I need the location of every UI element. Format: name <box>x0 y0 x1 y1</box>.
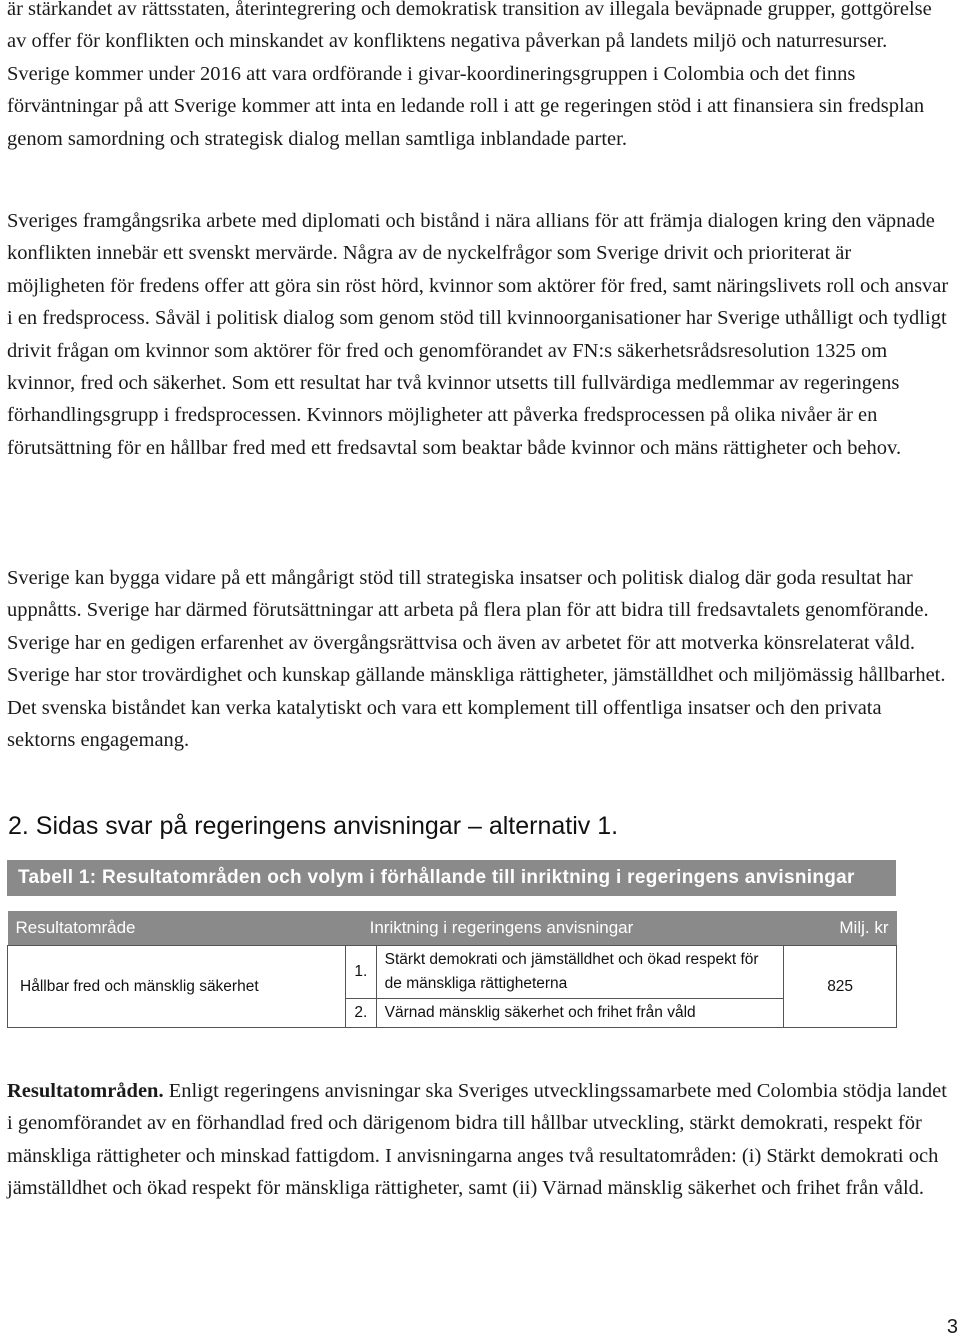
table-caption: Tabell 1: Resultatområden och volym i förhållande till inriktning i regeringens anvisningar <box>7 860 896 896</box>
header-direction: Inriktning i regeringens anvisningar <box>346 911 784 946</box>
table-row <box>8 946 897 999</box>
body-paragraph-4 <box>7 1075 947 1205</box>
header-amount: Milj. kr <box>784 911 897 946</box>
cell-item-text: Stärkt demokrati och jämställdhet och ökad respekt för de mänskliga rättigheterna <box>376 946 784 999</box>
cell-amount: 825 <box>784 946 897 1028</box>
section-heading: 2. Sidas svar på regeringens anvisningar – alternativ 1. <box>8 812 619 840</box>
header-result-area: Resultatområde <box>8 911 346 946</box>
page-number: 3 <box>946 1316 958 1338</box>
body-paragraph-2: Sveriges framgångsrika arbete med diplomati och bistånd i nära allians för att främja dialogen kring den väpnade konflikten innebär ett svenskt mervärde. Några av de nyckelfrågor som Sverige drivit och prioriterat är möjligheten för fredens offer att göra sin röst hörd, kvinnor som aktörer för fred, samt näringslivets roll och ansvar i en fredsprocess. Såväl i politisk dialog som genom stöd till kvinnoorganisationer har Sverige uthålligt och tydligt drivit frågan om kvinnor som aktörer för fred och genomförandet av FN:s säkerhetsrådsresolution 1325 om kvinnor, fred och säkerhet. Som ett resultat har två kvinnor utsetts till fullvärdiga medlemmar av regeringens förhandlingsgrupp i fredsprocessen. Kvinnors möjligheter att påverka fredsprocessen på olika nivåer är en förutsättning för en hållbar fred med ett fredsavtal som beaktar både kvinnor och mäns rättigheter och behov. <box>7 210 949 459</box>
cell-result-area: Hållbar fred och mänsklig säkerhet <box>8 946 346 1028</box>
table-header-row <box>8 911 897 946</box>
cell-item-text: Värnad mänsklig säkerhet och frihet från våld <box>376 999 784 1028</box>
body-paragraph-3: Sverige kan bygga vidare på ett mångårigt stöd till strategiska insatser och politisk dialog där goda resultat har uppnåtts. Sverige har därmed förutsättningar att arbeta på flera plan för att bidra till fredsavtalets genomförande. Sverige har en gedigen erfarenhet av övergångsrättvisa och även av arbetet för att motverka könsrelaterat våld. Sverige har stor trovärdighet och kunskap gällande mänskliga rättigheter, jämställdhet och miljömässig hållbarhet. Det svenska biståndet kan verka katalytiskt och vara ett komplement till offentliga insatser och den privata sektorns engagemang. <box>7 567 946 752</box>
paragraph-lead: Resultatområden. <box>7 1080 164 1102</box>
results-table <box>7 911 897 1028</box>
cell-item-number: 2. <box>346 999 377 1028</box>
paragraph-text: Enligt regeringens anvisningar ska Sveriges utvecklingssamarbete med Colombia stödja landet i genomförandet av en förhandlad fred och därigenom bidra till hållbar utveckling, stärkt demokrati, respekt för mänskliga rättigheter och minskad fattigdom. I anvisningarna anges två resultatområden: (i) Stärkt demokrati och jämställdhet och ökad respekt för mänskliga rättigheter, samt (ii) Värnad mänsklig säkerhet och frihet från våld. <box>7 1080 947 1200</box>
cell-item-number: 1. <box>346 946 377 999</box>
body-paragraph-1: är stärkandet av rättsstaten, återintegrering och demokratisk transition av illegala beväpnade grupper, gottgörelse av offer för konflikten och minskandet av konfliktens negativa påverkan på landets miljö och naturresurser. Sverige kommer under 2016 att vara ordförande i givar-koordineringsgruppen i Colombia och det finns förväntningar på att Sverige kommer att inta en ledande roll i att ge regeringen stöd i att finansiera sin fredsplan genom samordning och strategisk dialog mellan samtliga inblandade parter. <box>7 0 932 150</box>
